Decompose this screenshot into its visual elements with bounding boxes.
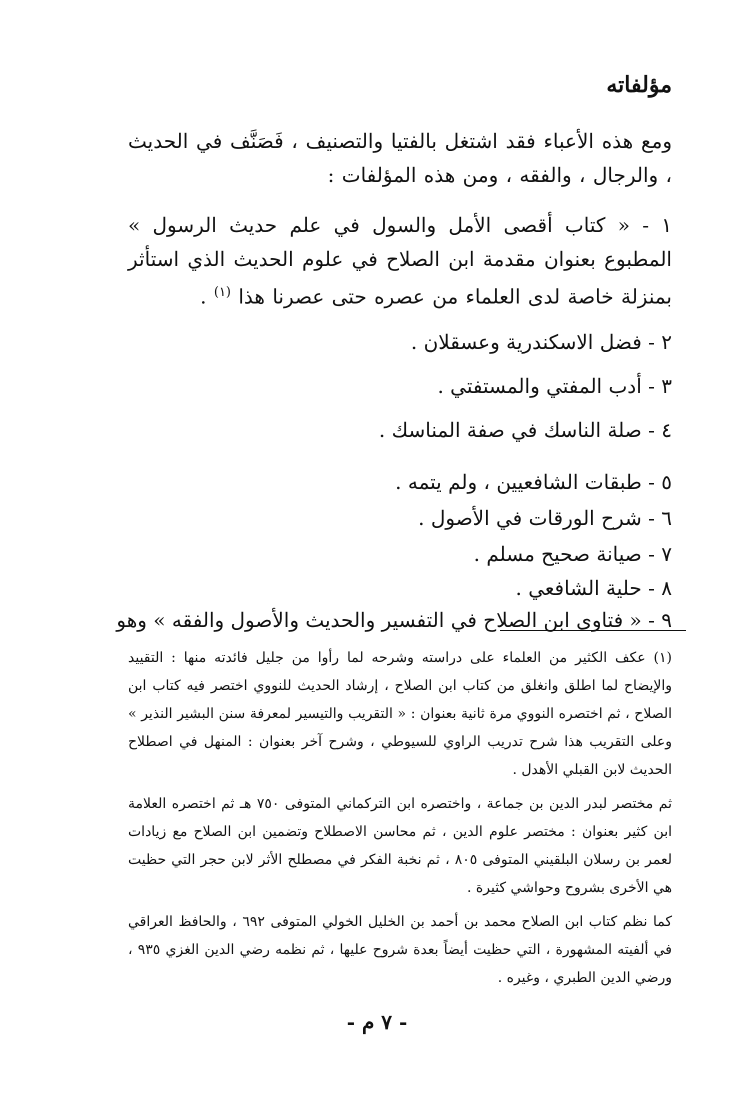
list-item — [128, 374, 672, 418]
list-item — [128, 576, 672, 608]
list-item-text: ٨ - حلية الشافعي . — [515, 576, 672, 600]
page-number: - ٧ م - — [346, 1010, 408, 1034]
footnote-divider — [500, 630, 686, 631]
footnote-paragraph: ثم مختصر لبدر الدين بن جماعة ، واختصره ابن التركماني المتوفى ٧٥٠ هـ ثم اختصره العلامة ابن كثير بعنوان : مختصر علوم الدين ، ثم محاسن الاصطلاح وتضمين ابن الصلاح مع زيادات لعمر بن رسلان البلقيني المتوفى ٨٠٥ ، ثم نخبة الفكر في مصطلح الأثر لابن حجر التي حظيت هي الأخرى بشروح وحواشي كثيرة . — [128, 796, 672, 896]
list-item — [128, 418, 672, 470]
footnote-paragraph: (١) عكف الكثير من العلماء على دراسته وشرحه لما رأوا من جليل فائدته منها : التقييد والإيضاح لما اطلق وانغلق من كتاب ابن الصلاح ، إرشاد الحديث للنووي اختصر فيه كتاب ابن الصلاح ، ثم اختصره النووي مرة ثانية بعنوان : « التقريب والتيسير لمعرفة سنن البشير النذير » وعلى التقريب هذا شرح تدريب الراوي للسيوطي ، وشرح آخر بعنوان : المنهل في اصطلاح الحديث لابن القبلي الأهدل . — [128, 650, 672, 778]
list-item — [128, 330, 672, 374]
list-item-text: ٤ - صلة الناسك في صفة المناسك . — [378, 418, 672, 442]
list-item-text: ٧ - صيانة صحيح مسلم . — [473, 542, 672, 566]
list-item-text: ٦ - شرح الورقات في الأصول . — [418, 506, 672, 530]
section-heading: مؤلفاته — [606, 72, 672, 98]
footnote-reference[interactable]: (١) — [213, 285, 231, 300]
list-item-text: ٣ - أدب المفتي والمستفتي . — [437, 374, 672, 398]
list-item — [128, 542, 672, 576]
list-item — [128, 470, 672, 506]
list-item-1 — [128, 208, 672, 314]
intro-paragraph: ومع هذه الأعباء فقد اشتغل بالفتيا والتصنيف ، فَصَنَّف في الحديث ، والرجال ، والفقه ، ومن هذه المؤلفات : — [128, 129, 672, 187]
list-item — [116, 608, 672, 640]
list-item-text: ٥ - طبقات الشافعيين ، ولم يتمه . — [395, 470, 672, 494]
list-item-text: ٩ - « فتاوى ابن الصلاح في التفسير والحديث والأصول والفقه » وهو — [116, 608, 672, 632]
list-item — [128, 506, 672, 542]
list-item-text: ٢ - فضل الاسكندرية وعسقلان . — [410, 330, 672, 354]
works-list — [116, 330, 672, 640]
footnote-paragraph: كما نظم كتاب ابن الصلاح محمد بن أحمد بن الخليل الخولي المتوفى ٦٩٢ ، والحافظ العراقي في ألفيته المشهورة ، التي حظيت أيضاً بعدة شروح عليها ، ثم نظمه رضي الدين الغزي ٩٣٥ ، ورضي الدين الطبري ، وغيره . — [128, 914, 672, 986]
footnotes-section — [128, 644, 672, 998]
list-item-1-end: . — [200, 284, 214, 309]
list-item-1-text: ١ - « كتاب أقصى الأمل والسول في علم حديث الرسول » المطبوع بعنوان مقدمة ابن الصلاح في علوم الحديث الذي استأثر بمنزلة خاصة لدى العلماء من عصره حتى عصرنا هذا — [128, 213, 672, 309]
